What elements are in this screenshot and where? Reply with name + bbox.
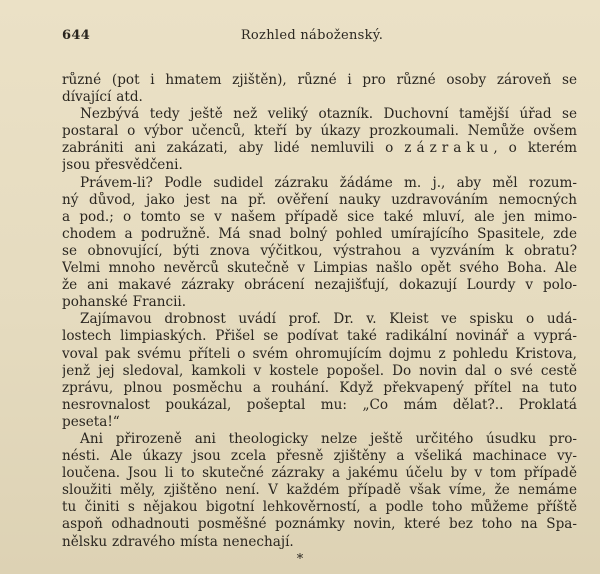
text-line: Nezbývá tedy ještě než veliký otazník. Duchovní tamější úřad se bbox=[80, 106, 577, 123]
text-line: dívající atd. bbox=[62, 89, 143, 106]
text-line: Ani přirozeně ani theologicky nelze ještě určitého úsudku pro- bbox=[80, 430, 577, 447]
text-line: Zajímavou drobnost uvádí prof. Dr. v. Kleist ve spisku o udá- bbox=[80, 311, 577, 328]
section-separator: * bbox=[296, 552, 304, 567]
text-line: jsou přesvědčeni. bbox=[62, 157, 183, 174]
text-line: aspoň odhadnouti posměšné poznámky novin, které bez toho na Spa- bbox=[62, 516, 577, 533]
emphasized-word: zázraku bbox=[404, 140, 494, 157]
text-line: chodem a podružně. Má snad bolný pohled umírajícího Spasitele, zde bbox=[62, 225, 577, 242]
text-line: nělsku zdravého místa nenechají. bbox=[62, 533, 294, 550]
text-line: nésti. Ale úkazy jsou zcela přesně zjištěny a všeliká machinace vy- bbox=[62, 448, 577, 465]
text-line: sloužiti měly, zjištěno není. V každém případě však víme, že nemáme bbox=[62, 482, 577, 499]
text-line: Právem-li? Podle sudidel zázraku žádáme m. j., aby měl rozum- bbox=[80, 174, 577, 191]
text-line: postaral o výbor učenců, kteří by úkazy prozkoumali. Nemůže ovšem bbox=[62, 123, 577, 140]
text-line: a pod.; o tomto se v našem případě sice také mluví, ale jen mimo- bbox=[62, 208, 577, 225]
text-line: že ani makavé zázraky obrácení nezajišťují, dokazují Lourdy v polo- bbox=[62, 277, 577, 294]
page-header bbox=[62, 28, 562, 46]
running-title: Rozhled náboženský. bbox=[240, 28, 384, 43]
text-line: se obnovující, býti znova výčitkou, výstrahou a vyzváním k obratu? bbox=[62, 242, 577, 259]
text-line: loučena. Jsou li to skutečné zázraky a jakému účelu by v tom případě bbox=[62, 465, 577, 482]
text-line: různé (pot i hmatem zjištěn), různé i pro různé osoby zároveň se bbox=[62, 72, 577, 88]
text-line: tu činiti s nějakou bigotní lehkověrností, a podle toho můžeme příště bbox=[62, 499, 577, 516]
text-line: zabrániti ani zakázati, aby lidé nemluvili o zázraku, o kterém bbox=[62, 140, 577, 157]
text-line: jenž jej sledoval, kamkoli v kostele popošel. Do novin dal o své cestě bbox=[62, 362, 577, 379]
page-number: 644 bbox=[62, 28, 91, 43]
article-body bbox=[62, 72, 577, 551]
text-line: peseta!“ bbox=[62, 413, 120, 430]
text-line: Velmi mnoho nevěrců skutečně v Limpias našlo opět svého Boha. Ale bbox=[62, 260, 577, 277]
text-line: voval pak svému příteli o svém ohromujícím dojmu z pohledu Kristova, bbox=[62, 345, 577, 362]
text-line: nesrovnalost poukázal, pošeptal mu: „Co mám dělat?.. Proklatá bbox=[62, 396, 577, 413]
text-line: ný důvod, jako jest na př. ověření nauky uzdravováním nemocných bbox=[62, 191, 577, 208]
text-line: pohanské Francii. bbox=[62, 294, 187, 311]
text-line: lostech limpiaských. Přišel se podívat také radikální novinář a vyprá- bbox=[62, 328, 577, 345]
text-line: zprávu, plnou posměchu a rouhání. Když překvapený přítel na tuto bbox=[62, 379, 577, 396]
